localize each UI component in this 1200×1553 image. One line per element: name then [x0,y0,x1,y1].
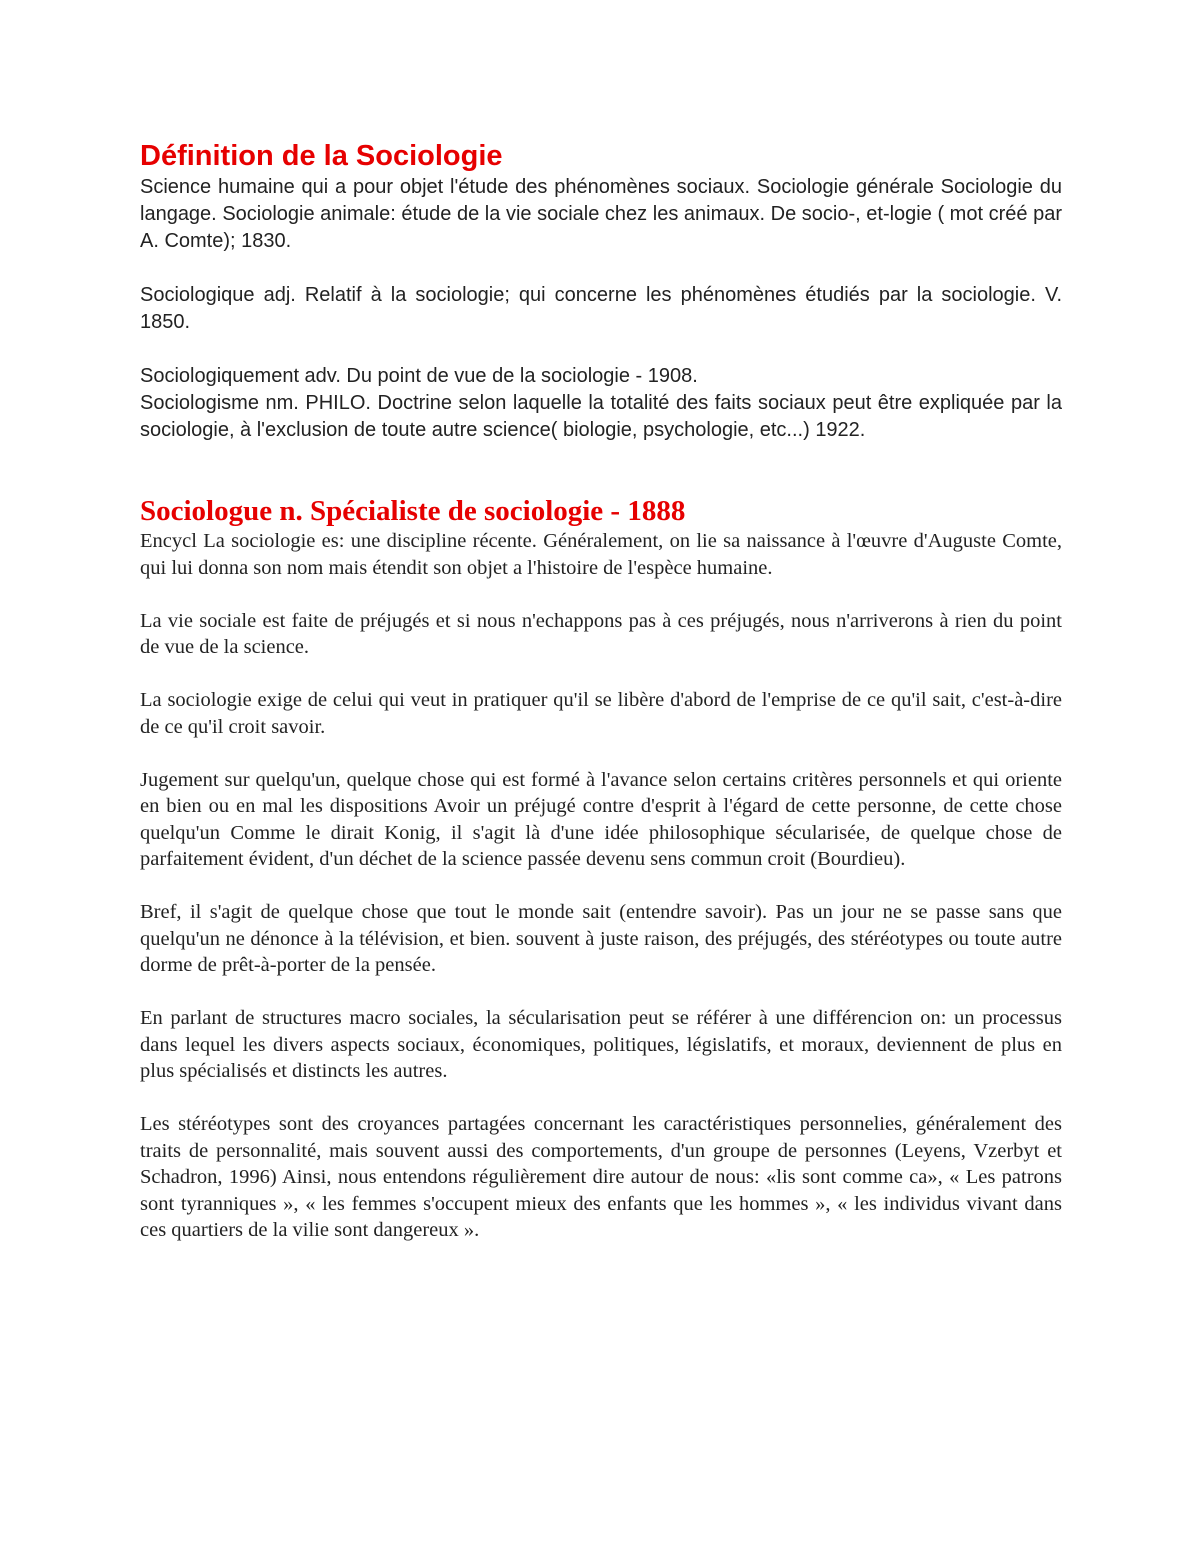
paragraph-spacer [140,661,1062,688]
paragraph-secularisation: En parlant de structures macro sociales, la sécularisation peut se référer à une différencion on: un processus dans lequel les divers aspects sociaux, économiques, politiques, législatifs, et moraux, deviennent de plus en plus spécialisés et distincts les autres. [140,1007,1062,1082]
section-spacer [140,444,1062,494]
paragraph-bref: Bref, il s'agit de quelque chose que tout le monde sait (entendre savoir). Pas un jour ne se passe sans que quelqu'un ne dénonce à la télévision, et bien. souvent à juste raison, des préjugés, des stéréotypes ou toute autre dorme de prêt-à-porter de la pensée. [140,901,1062,976]
paragraph-spacer [140,336,1062,363]
paragraph-spacer [140,979,1062,1006]
paragraph-exige: La sociologie exige de celui qui veut in pratiquer qu'il se libère d'abord de l'emprise de ce qu'il sait, c'est-à-dire de ce qu'il croit savoir. [140,689,1062,738]
paragraph-sociologiquement: Sociologiquement adv. Du point de vue de la sociologie - 1908. [140,365,698,387]
paragraph-jugement: Jugement sur quelqu'un, quelque chose qui est formé à l'avance selon certains critères personnels et qui oriente en bien ou en mal les dispositions Avoir un préjugé contre d'esprit à l'égard de cette personne, de cette chose quelqu'un Comme le dirait Konig, il s'agit là d'une idée philosophique sécularisée, de quelque chose de parfaitement évident, d'un déchet de la science passée devenu sens commun croit (Bourdieu). [140,768,1062,870]
paragraph-spacer [140,873,1062,900]
paragraph-spacer [140,1085,1062,1112]
paragraph-spacer [140,740,1062,767]
paragraph-stereotypes: Les stéréotypes sont des croyances partagées concernant les caractéristiques personnelies, généralement des traits de personnalité, mais souvent aussi des comportements, d'un groupe de personnes (Leyens, Vzerbyt et Schadron, 1996) Ainsi, nous entendons régulièrement dire autour de nous: «lis sont comme ca», « Les patrons sont tyranniques », « les femmes s'occupent mieux des enfants que les hommes », « les individus vivant dans ces quartiers de la vilie sont dangereux ». [140,1113,1062,1241]
paragraph-sociologique: Sociologique adj. Relatif à la sociologie; qui concerne les phénomènes étudiés par la sociologie. V. 1850. [140,284,1062,333]
section-title-sociologue: Sociologue n. Spécialiste de sociologie - 1888 [140,495,686,527]
paragraph-spacer [140,255,1062,282]
paragraph-encycl: Encycl La sociologie es: une discipline récente. Généralement, on lie sa naissance à l'œuvre d'Auguste Comte, qui lui donna son nom mais étendit son objet a l'histoire de l'espèce humaine. [140,530,1062,579]
paragraph-sociologisme: Sociologisme nm. PHILO. Doctrine selon laquelle la totalité des faits sociaux peut être expliquée par la sociologie, à l'exclusion de toute autre science( biologie, psychologie, etc...) 1922. [140,392,1062,441]
section-title-definition: Définition de la Sociologie [140,140,503,172]
document-page [140,138,1062,1244]
paragraph-vie-sociale: La vie sociale est faite de préjugés et si nous n'echappons pas à ces préjugés, nous n'arriverons à rien du point de vue de la science. [140,609,1062,658]
paragraph-spacer [140,581,1062,608]
paragraph-definition: Science humaine qui a pour objet l'étude des phénomènes sociaux. Sociologie générale Sociologie du langage. Sociologie animale: étude de la vie sociale chez les animaux. De socio-, et-logie ( mot créé par A. Comte); 1830. [140,176,1062,252]
